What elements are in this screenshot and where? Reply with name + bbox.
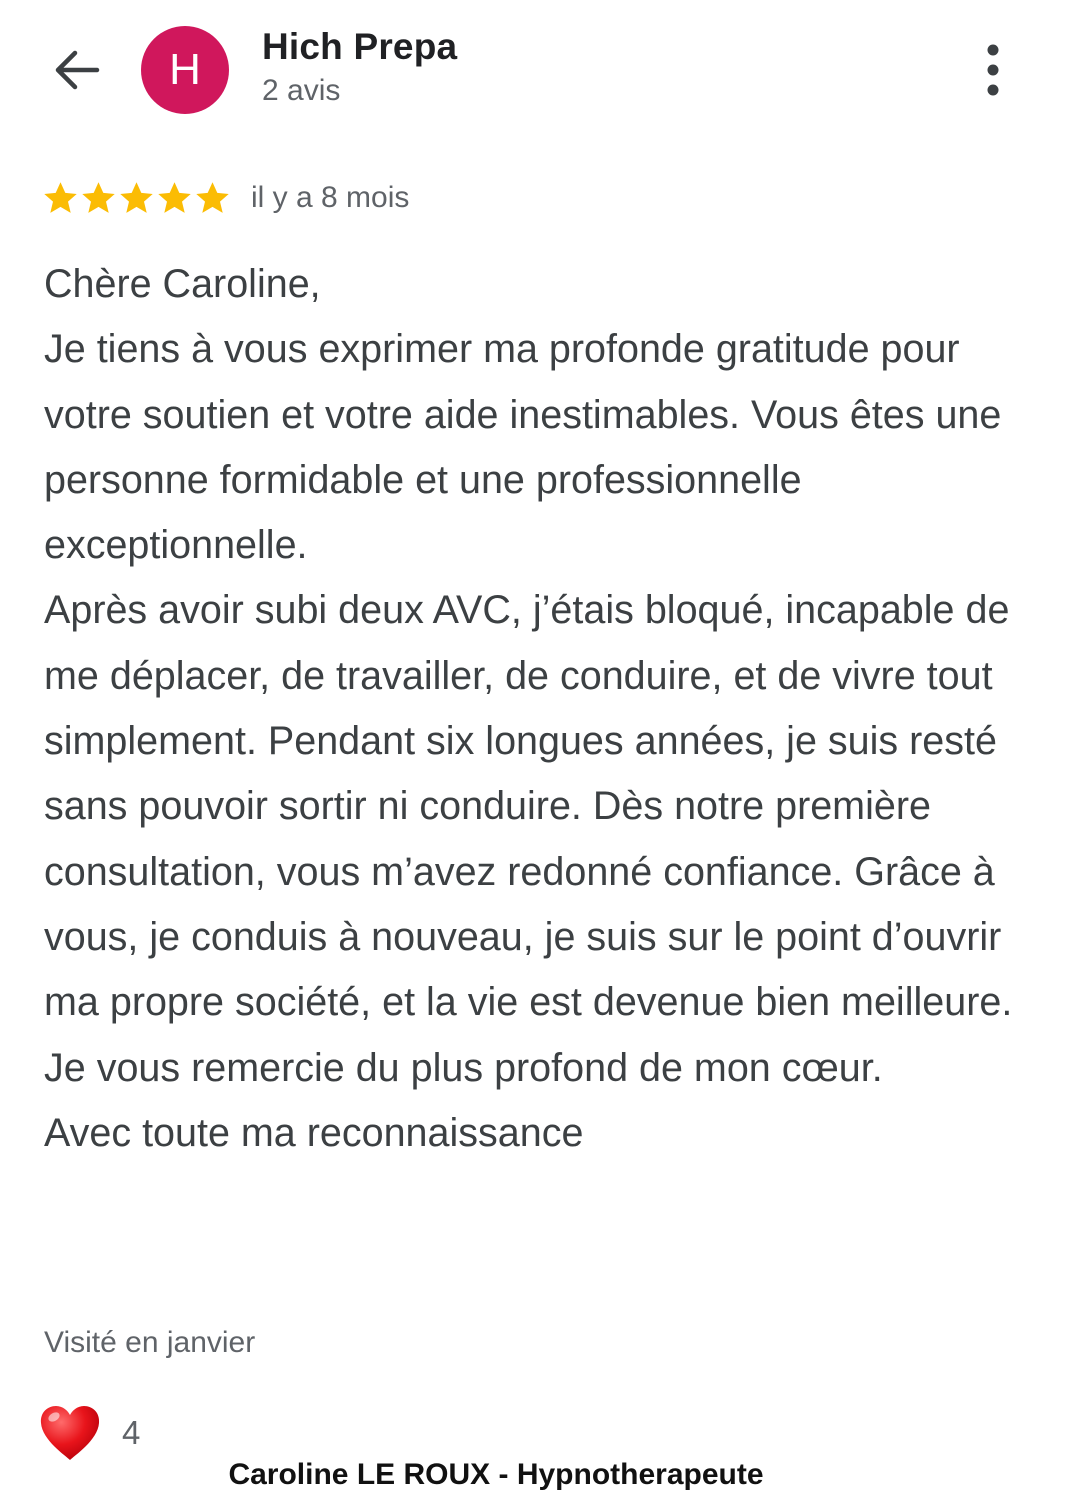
- review-paragraph: Après avoir subi deux AVC, j’étais bloqué, incapable de me déplacer, de travailler, de conduire, et de vivre tout simplement. Pendant six longues années, je suis resté sans pouvoir sortir ni conduire. Dès notre première consultation, vous m’avez redonné confiance. Grâce à vous, je conduis à nouveau, je suis sur le point d’ouvrir ma propre société, et la vie est devenue bien meilleure.: [44, 588, 1013, 1025]
- more-options-button[interactable]: [968, 40, 1018, 100]
- star-icon: [80, 180, 117, 216]
- star-icon: [194, 180, 231, 216]
- reviewer-name[interactable]: Hich Prepa: [262, 26, 458, 67]
- star-icon: [118, 180, 155, 216]
- reaction-count: 4: [122, 1414, 141, 1451]
- watermark-caption: Caroline LE ROUX - Hypnotherapeute: [228, 1458, 764, 1491]
- review-paragraph: Chère Caroline,: [44, 262, 321, 306]
- reviewer-review-count: 2 avis: [262, 74, 341, 107]
- avatar[interactable]: [141, 26, 229, 114]
- review-paragraph: Je tiens à vous exprimer ma profonde gratitude pour votre soutien et votre aide inestimables. Vous êtes une personne formidable et une professionnelle exceptionnelle.: [44, 327, 1002, 568]
- heart-icon: [38, 1404, 102, 1462]
- star-icon: [42, 180, 79, 216]
- review-paragraph: Je vous remercie du plus profond de mon cœur.: [44, 1045, 883, 1090]
- back-button[interactable]: [46, 42, 106, 98]
- star-icon: [156, 180, 193, 216]
- more-vertical-icon: [983, 44, 1003, 96]
- visit-date: Visité en janvier: [44, 1326, 256, 1359]
- star-rating: [42, 180, 231, 216]
- avatar-letter: H: [169, 45, 201, 94]
- rating-row: [42, 174, 409, 222]
- review-date: il y a 8 mois: [251, 181, 410, 214]
- arrow-left-icon: [51, 48, 101, 92]
- reaction-button[interactable]: [38, 1404, 140, 1462]
- review-text: [44, 252, 1044, 1166]
- review-paragraph: Avec toute ma reconnaissance: [44, 1110, 584, 1155]
